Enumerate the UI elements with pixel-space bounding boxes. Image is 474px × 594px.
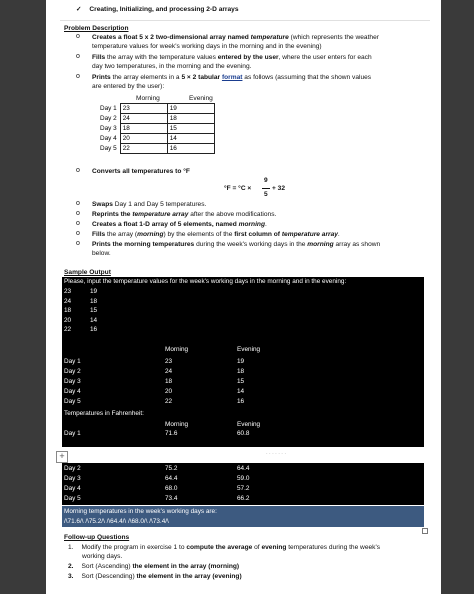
bullet-create-array: Creates a float 5 x 2 two-dimensional array named temperature (which represents the weather: [92, 34, 379, 41]
fahrenheit-row-evening: 66.2: [237, 495, 250, 502]
bullet-fill-array: Fills the array with the temperature values entered by the user, where the user enters for each: [92, 54, 372, 61]
console-row-evening: 18: [237, 368, 245, 375]
console-input-evening: 18: [90, 297, 98, 305]
row-label: Day 1: [100, 105, 117, 112]
row-label: Day 4: [100, 135, 117, 142]
bullet-convert: Converts all temperatures to °F: [92, 168, 190, 175]
problem-heading: Problem Description: [64, 25, 129, 32]
bullet-reprint: Reprints the temperature array after the above modifications.: [92, 211, 277, 218]
bullet-circle: o: [76, 167, 80, 174]
formula-numerator: 9: [264, 177, 268, 184]
console-input-morning: 18: [64, 307, 72, 314]
console-row-morning: 18: [165, 378, 173, 385]
morning-output: [62, 506, 424, 527]
console-row-label: Day 2: [64, 368, 81, 375]
console-row-evening: 19: [237, 358, 245, 365]
followup-q2: 2. Sort (Ascending) the element in the array (morning): [68, 563, 240, 570]
row-label: Day 3: [100, 125, 117, 132]
morning-cell: 18: [120, 124, 167, 134]
console-row-label: Day 5: [64, 398, 81, 405]
section-header: [76, 6, 239, 14]
fraction-bar: [262, 188, 270, 189]
console-row-label: Day 4: [64, 388, 81, 395]
evening-cell: 16: [167, 144, 214, 154]
evening-cell: 15: [167, 124, 214, 134]
console-input-morning: 22: [64, 326, 72, 333]
console-prompt: Please, input the temperature values for the week's working days in the morning and in the evening:: [64, 278, 347, 285]
table-row: [98, 104, 214, 114]
fahrenheit-row-label: Day 2: [64, 465, 81, 472]
fahrenheit-row-evening: 59.0: [237, 475, 250, 482]
bullet-circle: o: [76, 53, 80, 60]
console-header-morning: Morning: [165, 346, 189, 353]
table-header-morning: Morning: [136, 95, 160, 102]
fahrenheit-row-evening: 64.4: [237, 465, 250, 472]
table-row: [98, 134, 214, 144]
console-row-morning: 22: [165, 398, 173, 405]
temperature-table: [98, 103, 215, 154]
morning-cell: 23: [120, 104, 167, 114]
fahrenheit-row-day1-label: Day 1: [64, 430, 81, 437]
console-input-evening: 15: [90, 307, 98, 314]
fahrenheit-row-morning: 64.4: [165, 475, 178, 482]
formula-denominator: 5: [264, 191, 268, 198]
bullet-circle: o: [76, 73, 80, 80]
evening-cell: 14: [167, 134, 214, 144]
fahrenheit-row-morning: 75.2: [165, 465, 178, 472]
page-break-dots: · · · · · · ·: [266, 451, 286, 457]
row-label: Day 5: [100, 145, 117, 152]
followup-q1-line2: working days.: [82, 553, 123, 560]
section-header-text: Creating, Initializing, and processing 2-D arrays: [89, 6, 239, 13]
sample-output-heading: Sample Output: [64, 269, 111, 276]
bullet-print-morning-line2: below.: [92, 250, 111, 257]
morning-cell: 24: [120, 114, 167, 124]
morning-cell: 20: [120, 134, 167, 144]
console-output-bottom: [62, 463, 424, 505]
table-row: [98, 144, 214, 154]
document-page: [46, 0, 441, 594]
bullet-circle: o: [76, 220, 80, 227]
morning-title: Morning temperatures in the week's working days are:: [64, 508, 217, 515]
table-header-evening: Evening: [189, 95, 213, 102]
console-row-label: Day 1: [64, 358, 81, 365]
followup-heading: Follow-up Questions: [64, 534, 130, 541]
morning-cell: 22: [120, 144, 167, 154]
console-row-label: Day 3: [64, 378, 81, 385]
console-input-morning: 24: [64, 297, 72, 305]
console-input-evening: 19: [90, 288, 98, 295]
console-header-evening: Evening: [237, 346, 261, 353]
bullet-create-array-line2: temperature values for week's working days in the morning and in the evening): [92, 43, 322, 50]
fahrenheit-row-label: Day 3: [64, 475, 81, 482]
fahrenheit-row-morning: 68.0: [165, 485, 178, 492]
table-row: [98, 124, 214, 134]
check-mark: ✓: [76, 6, 82, 13]
console-input-evening: 16: [90, 326, 98, 333]
bullet-circle: o: [76, 210, 80, 217]
console-output-top: [62, 277, 424, 447]
fahrenheit-row-label: Day 4: [64, 485, 81, 492]
console-row-morning: 23: [165, 358, 173, 365]
fahrenheit-title: Temperatures in Fahrenheit:: [64, 410, 144, 417]
fahrenheit-row-morning: 73.4: [165, 495, 178, 502]
bullet-circle: o: [76, 200, 80, 207]
fahrenheit-header-morning: Morning: [165, 421, 189, 428]
formula-lhs: °F = °C ×: [224, 185, 252, 192]
console-row-evening: 15: [237, 378, 245, 385]
console-row-morning: 24: [165, 368, 173, 375]
fahrenheit-row-day1-evening: 60.8: [237, 430, 250, 437]
table-row: [98, 114, 214, 124]
bullet-circle: o: [76, 240, 80, 247]
console-row-evening: 16: [237, 398, 245, 405]
console-row-morning: 20: [165, 388, 173, 395]
console-row-evening: 14: [237, 388, 245, 395]
formula-rhs: + 32: [272, 185, 286, 192]
divider: [60, 20, 430, 21]
bullet-print-array-line2: are entered by the user):: [92, 83, 165, 90]
console-input-morning: 23: [64, 288, 72, 295]
fahrenheit-row-evening: 57.2: [237, 485, 250, 492]
evening-cell: 19: [167, 104, 214, 114]
followup-q1: 1. Modify the program in exercise 1 to compute the average of evening temperatures during the week's: [68, 544, 381, 551]
bullet-fill-array-line2: day two temperatures, in the morning and the evening.: [92, 63, 252, 70]
morning-values: /\71.6/\ /\75.2/\ /\64.4/\ /\68.0/\ /\73.4/\: [64, 518, 169, 525]
bullet-print-array: Prints the array elements in a 5 × 2 tabular format as follows (assuming that the shown values: [92, 74, 372, 81]
fahrenheit-row-label: Day 5: [64, 495, 81, 502]
followup-q3: 3. Sort (Descending) the element in the array (evening): [68, 573, 242, 580]
evening-cell: 18: [167, 114, 214, 124]
plus-icon[interactable]: +: [56, 451, 68, 463]
resize-handle[interactable]: [422, 528, 428, 534]
fahrenheit-header-evening: Evening: [237, 421, 261, 428]
row-label: Day 2: [100, 115, 117, 122]
bullet-fill-morning: Fills the array (morning) by the elements of the first column of temperature array.: [92, 231, 340, 238]
console-input-morning: 20: [64, 316, 72, 324]
bullet-swap: Swaps Day 1 and Day 5 temperatures.: [92, 201, 207, 208]
bullet-print-morning: Prints the morning temperatures during the week's working days in the morning array as shown: [92, 241, 381, 248]
bullet-create-1d: Creates a float 1-D array of 5 elements, named morning.: [92, 221, 267, 228]
bullet-circle: o: [76, 33, 80, 40]
fahrenheit-row-day1-morning: 71.6: [165, 430, 178, 437]
console-input-evening: 14: [90, 316, 98, 324]
bullet-circle: o: [76, 230, 80, 237]
